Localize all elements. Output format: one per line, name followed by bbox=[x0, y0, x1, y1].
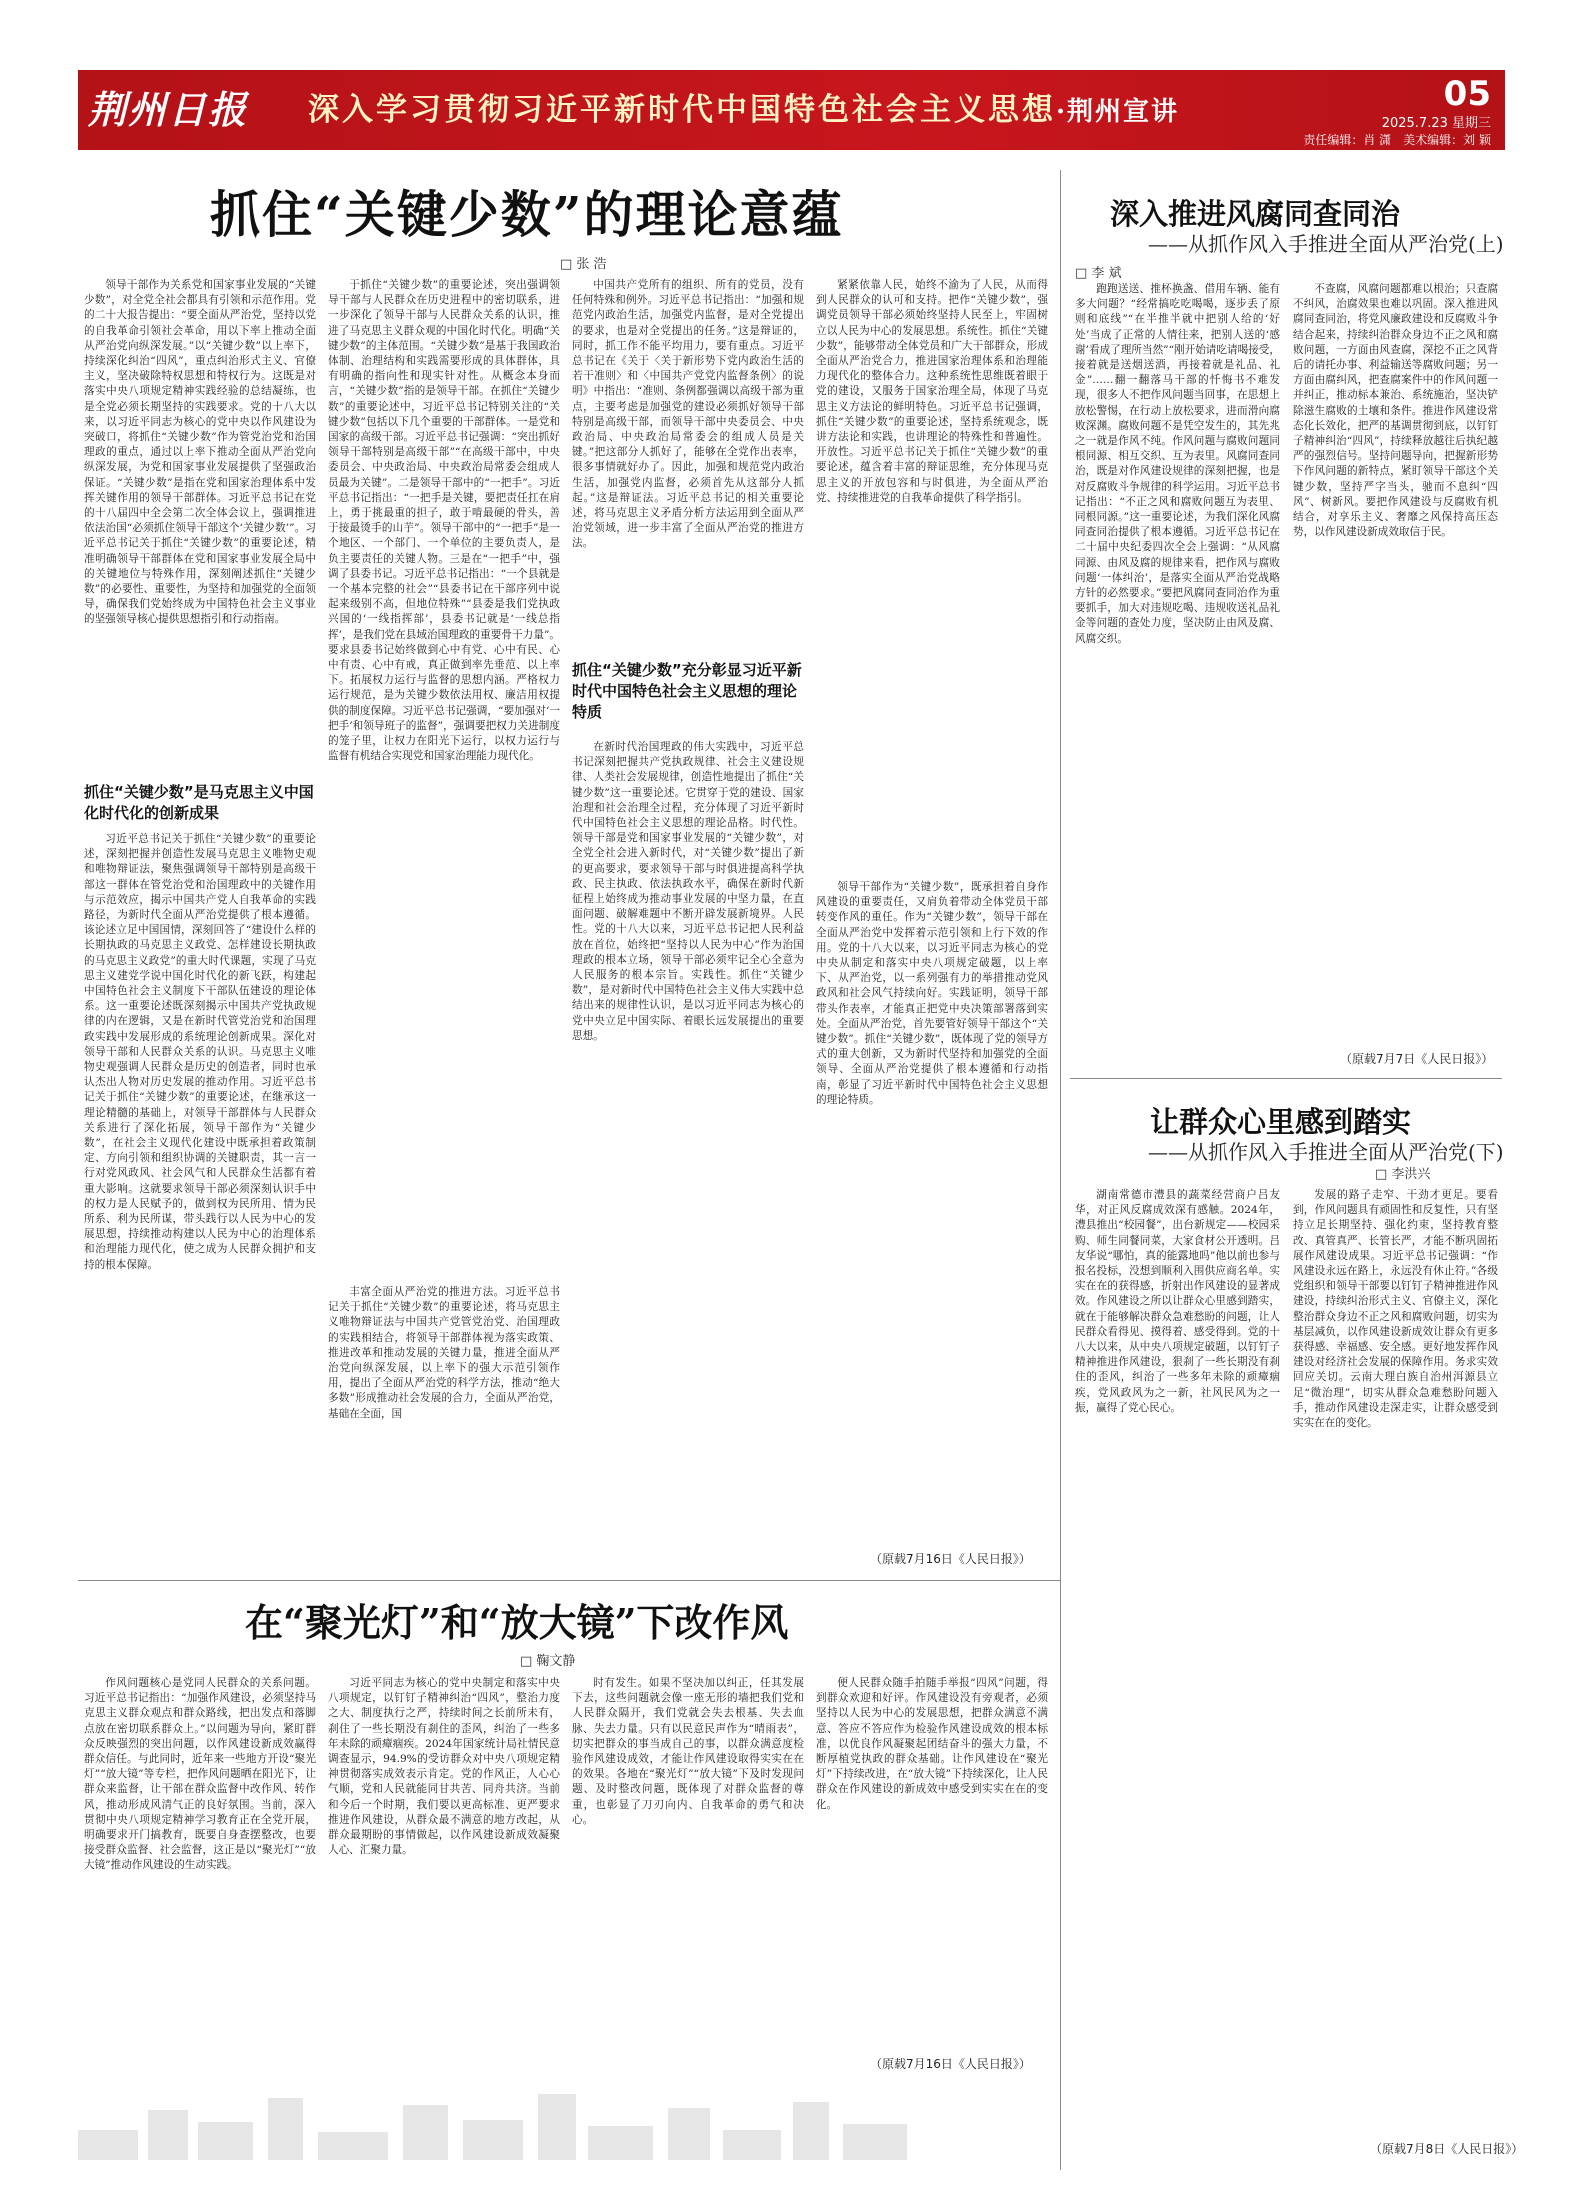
article1-col3-text: 中国共产党所有的组织、所有的党员，没有任何特殊和例外。习近平总书记指出：“加强和规范党内政治生活，加强党内监督，是对全党提出的要求，也是对全党提出的任务。”这是辩证的，同时，抓工作不能平均用力，要有重点。习近平总书记在《关于〈关于新形势下党内政治生活的若干准则〉和〈中国共产党党内监督条例〉的说明》中指出：“准则、条例都强调以高级干部为重点，主要考虑是加强党的建设必须抓好领导干部特别是高级干部，而领导干部中央委员会、中央政治局、中央政治局常委会的组成人员是关键。”把这部分人抓好了，能够在全党作出表率，很多事情就好办了。因此，加强和规范党内政治生活，加强党内监督，必须首先从这部分人抓起。”这是辩证法。习近平总书记的相关重要论述，将马克思主义矛盾分析方法运用到全面从严治党领域，进一步丰富了全面从严治党的推进方法。 bbox=[572, 279, 804, 550]
skyline-building bbox=[318, 2132, 388, 2160]
section-divider-vertical bbox=[1060, 170, 1061, 1580]
article2-column-1 bbox=[1075, 282, 1280, 1082]
newspaper-logo: 荆州日报 bbox=[88, 87, 249, 132]
article1-column-1b bbox=[84, 832, 316, 1572]
skyline-building bbox=[793, 2102, 829, 2160]
article1-column-3 bbox=[572, 278, 804, 658]
article3-byline: □ 李洪兴 bbox=[1375, 1167, 1431, 1182]
skyline-building bbox=[78, 2130, 138, 2160]
article3-col1-text: 湖南常德市澧县的蔬菜经营商户吕友华，对正风反腐成效深有感触。2024年，澧县推出“校园餐”，出台新规定——校园采购、师生同餐同菜，大家食材公开透明。吕友华说“哪怕，真的能露地吗”他以前也参与报名投标，没想到顺利入围供应商名单。实实在在的获得感，折射出作风建设的显著成效。作风建设之所以让群众心里感到踏实，就在于能够解决群众急难愁盼的问题，让人民群众看得见、摸得着、感受得到。党的十八大以来，从中央八项规定破题，以钉钉子精神推进作风建设，狠刹了一些长期没有刹住的歪风，纠治了一些多年未除的顽瘴痼疾，党风政风为之一新，社风民风为之一振，赢得了党心民心。 bbox=[1075, 1189, 1280, 1414]
article1-col1b-text: 习近平总书记关于抓住“关键少数”的重要论述，深刻把握并创造性发展马克思主义唯物史观和唯物辩证法，聚焦强调领导干部特别是高级干部这一群体在管党治党和治国理政中的关键作用与示范效应，揭示中国共产党人自我革命的实践路径，为新时代全面从严治党提供了根本遵循。该论述立足中国国情，深刻回答了“建设什么样的长期执政的马克思主义政党、怎样建设长期执政的马克思主义政党”的重大时代课题，实现了马克思主义建党学说中国化时代化的新飞跃，构建起中国特色社会主义制度下干部队伍建设的理论体系。这一重要论述既深刻揭示中国共产党执政规律的内在逻辑，又是在新时代管党治党和治国理政实践中发展形成的系统理论创新成果。深化对领导干部和人民群众关系的认识。马克思主义唯物史观强调人民群众是历史的创造者，同时也承认杰出人物对历史发展的推动作用。习近平总书记关于抓住“关键少数”的重要论述，在继承这一理论精髓的基础上，对领导干部群体与人民群众关系进行了深化拓展，领导干部作为“关键少数”，在社会主义现代化建设中既承担着政策制定、方向引领和组织协调的关键职责，其一言一行对党风政风、社会风气和人民群众生活都有着重大影响。这就要求领导干部必须深刻认识手中的权力是人民赋予的，做到权为民所用、情为民所系、利为民所谋，带头践行以人民为中心的发展思想，持续推动构建以人民为中心的治理体系和治理能力现代化，使之成为人民群众拥护和支持的根本保障。 bbox=[84, 833, 316, 1271]
article1-column-1 bbox=[84, 278, 316, 778]
article1-col2-text: 于抓住“关键少数”的重要论述，突出强调领导干部与人民群众在历史进程中的密切联系，进一步深化了领导干部与人民群众关系的认识，推进了马克思主义群众观的中国化时代化。明确“关键少数”的主体范围。“关键少数”是基于我国政治体制、治理结构和实践需要形成的具体群体，具有明确的指向性和现实针对性。从概念本身而言，“关键少数”指的是领导干部。在抓住“关键少数”的重要论述中，习近平总书记特别关注的“关键少数”包括以下几个重要的干部群体。一是党和国家的高级干部。习近平总书记强调：“突出抓好领导干部特别是高级干部”“在高级干部中，中央委员会、中央政治局、中央政治局常委会组成人员最为关键”。二是领导干部中的“一把手”。习近平总书记指出：“一把手是关键，要把责任扛在肩上，勇于挑最重的担子，敢于啃最硬的骨头，善于接最烫手的山芋”。领导干部中的“一把手”是一个地区、一个部门、一个单位的主要负责人，是负主要责任的关键人物。三是在“一把手”中，强调了县委书记。习近平总书记指出：“一个县就是一个基本完整的社会”“县委书记在干部序列中说起来级别不高，但地位特殊”“县委是我们党执政兴国的‘一线指挥部’，县委书记就是‘一线总指挥’，是我们党在县域治国理政的重要骨干力量”。要求县委书记始终做到心中有党、心中有民、心中有责、心中有戒，真正做到率先垂范、以上率下。拓展权力运行与监督的思想内涵。严格权力运行规范，是为关键少数依法用权、廉洁用权提供的制度保障。习近平总书记强调，“要加强对‘一把手’和领导班子的监督”，强调要把权力关进制度的笼子里，让权力在阳光下运行，以权力运行与监督有机结合实现党和国家治理能力现代化。 bbox=[328, 279, 560, 763]
skyline-building bbox=[463, 2120, 523, 2160]
city-skyline-decoration bbox=[78, 2090, 1128, 2160]
article2-col1-text: 跑跑送送、推杯换盏、借用车辆、能有多大问题？“经常搞吃吃喝喝，逐步丢了原则和底线”“在半推半就中把别人给的‘好处’当成了正常的人情往来，把别人送的‘感谢’看成了理所当然”“刚开始请吃请喝接受，接着就是送烟送酒，再接着就是礼品、礼金”……翻一翻落马干部的忏悔书不难发现，很多人不把作风问题当回事，在思想上放松警惕，在行动上放松要求，进而滑向腐败深渊。腐败问题不是凭空发生的，其先兆之一就是作风不纯。作风问题与腐败问题同根同源、相互交织、互为表里。风腐同查同治，既是对作风建设规律的深刻把握，也是对反腐败斗争规律的科学运用。习近平总书记指出：“不正之风和腐败问题互为表里、同根同源。”这一重要论述，为我们深化风腐同查同治提供了根本遵循。习近平总书记在二十届中央纪委四次全会上强调：“从风腐同源、由风及腐的规律来看，把作风与腐败问题‘一体纠治’，是落实全面从严治党战略方针的必然要求。”要把风腐同查同治作为重要抓手，加大对违规吃喝、违规收送礼品礼金等问题的查处力度，坚决防止由风及腐、风腐交织。 bbox=[1075, 283, 1280, 645]
article3-col2-text: 发展的路子走窄、干劲才更足。要看到，作风问题具有顽固性和反复性，只有坚持立足长期坚持、强化约束，坚持教育整改、真管真严、长管长严，才能不断巩固拓展作风建设成果。习近平总书记强调：“作风建设永远在路上，永远没有休止符。”各级党组织和领导干部要以钉钉子精神推进作风建设，持续纠治形式主义、官僚主义，深化整治群众身边不正之风和腐败问题，切实为基层减负，以作风建设新成效让群众有更多获得感、幸福感、安全感。更好地发挥作风建设对经济社会发展的保障作用。务求实效回应关切。云南大理白族自治州洱源县立足“微治理”，切实从群众急难愁盼问题入手，推动作风建设走深走实，让群众感受到实实在在的变化。 bbox=[1293, 1189, 1498, 1430]
article1-title: 抓住“关键少数”的理论意蕴 bbox=[210, 185, 844, 244]
article4-col3-text: 时有发生。如果不坚决加以纠正，任其发展下去，这些问题就会像一座无形的墙把我们党和人民群众隔开，我们党就会失去根基、失去血脉、失去力量。只有以民意民声作为“晴雨表”，切实把群众的事当成自己的事，以群众满意度检验作风建设成效，才能让作风建设取得实实在在的效果。各地在“聚光灯”“放大镜”下及时发现问题、及时整改问题，既体现了对群众监督的尊重，也彰显了刀刃向内、自我革命的勇气和决心。 bbox=[572, 1677, 804, 1826]
article2-column-2 bbox=[1293, 282, 1498, 1042]
article3-source: （原载7月8日《人民日报》） bbox=[1370, 2142, 1524, 2156]
article4-divider-right bbox=[1060, 1580, 1061, 2170]
article3-subtitle: ——从抓作风入手推进全面从严治党(下) bbox=[1148, 1140, 1504, 1164]
skyline-building bbox=[198, 2122, 253, 2160]
article3-column-1 bbox=[1075, 1188, 1280, 2148]
skyline-building bbox=[268, 2098, 303, 2160]
skyline-building bbox=[538, 2094, 576, 2160]
article4-column-4 bbox=[816, 1676, 1048, 2046]
article1-column-2b bbox=[328, 1285, 560, 1572]
article2-source: （原载7月7日《人民日报》） bbox=[1340, 1052, 1494, 1066]
article3-column-2 bbox=[1293, 1188, 1498, 2133]
article3-title: 让群众心里感到踏实 bbox=[1150, 1105, 1412, 1139]
page-number: 05 bbox=[1443, 74, 1491, 114]
banner-title bbox=[308, 88, 1179, 134]
masthead-banner bbox=[78, 70, 1505, 150]
article4-column-1 bbox=[84, 1676, 316, 2081]
article1-column-2 bbox=[328, 278, 560, 1278]
article1-column-3b bbox=[572, 740, 804, 1572]
skyline-building bbox=[403, 2105, 448, 2160]
editor-credits: 责任编辑：肖 潇 美术编辑：刘 颖 bbox=[1303, 133, 1491, 147]
issue-date: 2025.7.23 星期三 bbox=[1381, 116, 1491, 131]
banner-title-main: 深入学习贯彻习近平新时代中国特色社会主义思想 bbox=[308, 92, 1056, 128]
skyline-building bbox=[668, 2108, 710, 2160]
article4-col4-text: 便人民群众随手拍随手举报“四风”问题，得到群众欢迎和好评。作风建设没有旁观者，必须坚持以人民为中心的发展思想，把群众满意不满意、答应不答应作为检验作风建设成效的根本标准，以优良作风凝聚起团结奋斗的强大力量，不断厚植党执政的群众基础。让作风建设在“聚光灯”下持续改进，在“放大镜”下持续深化，让人民群众在作风建设的新成效中感受到实实在在的变化。 bbox=[816, 1677, 1048, 1811]
article1-col1-text: 领导干部作为关系党和国家事业发展的“关键少数”，对全党全社会都具有引领和示范作用。党的二十大报告提出：“要全面从严治党，坚持以党的自我革命引领社会革命，用以下率上推动全面从严治党向纵深发展。”以“关键少数”以上率下，持续深化纠治“四风”，重点纠治形式主义、官僚主义，坚决破除特权思想和特权行为。这既是对落实中央八项规定精神实践经验的总结凝练，也是全党必须长期坚持的实践要求。党的十八大以来，以习近平同志为核心的党中央以作风建设为突破口，将抓住“关键少数”作为管党治党和治国理政的重点，通过以上率下推动全面从严治党向纵深发展，为党和国家事业发展提供了坚强政治保证。“关键少数”是指在党和国家治理体系中发挥关键作用的领导干部群体。习近平总书记在党的十八届四中全会第二次全体会议上，强调推进依法治国“必须抓住领导干部这个‘关键少数’”。习近平总书记关于抓住“关键少数”的重要论述，精准明确领导干部群体在党和国家事业发展全局中的关键地位与特殊作用，深刻阐述抓住“关键少数”的必要性、重要性，为坚持和加强党的全面领导，确保我们党始终成为中国特色社会主义事业的坚强领导核心提供思想指引和行动指南。 bbox=[84, 279, 316, 626]
article1-byline: □ 张 浩 bbox=[560, 257, 607, 272]
article1-col4b-text: 领导干部作为“关键少数”，既承担着自身作风建设的重要责任，又肩负着带动全体党员干部转变作风的重任。作为“关键少数”，领导干部在全面从严治党中发挥着示范引领和上行下效的作用。党的十八大以来，以习近平同志为核心的党中央从制定和落实中央八项规定破题，以上率下、从严治党，以一系列强有力的举措推动党风政风和社会风气持续向好。实践证明，领导干部带头作表率，才能真正把党中央决策部署落到实处。全面从严治党，首先要管好领导干部这个“关键少数”。抓住“关键少数”，既体现了党的领导方式的重大创新，又为新时代坚持和加强党的全面领导、全面从严治党提供了根本遵循和行动指南，彰显了习近平新时代中国特色社会主义思想的理论特质。 bbox=[816, 881, 1048, 1106]
article4-column-2 bbox=[328, 1676, 560, 2081]
article2-subtitle: ——从抓作风入手推进全面从严治党(上) bbox=[1148, 232, 1504, 256]
article4-column-3 bbox=[572, 1676, 804, 2081]
article4-divider-top bbox=[78, 1580, 1060, 1581]
article4-byline: □ 鞠文静 bbox=[520, 1654, 576, 1669]
banner-title-sub: ·荆州宣讲 bbox=[1056, 97, 1180, 127]
skyline-building bbox=[148, 2110, 188, 2160]
skyline-building bbox=[723, 2130, 781, 2160]
article2-divider bbox=[1070, 1078, 1502, 1079]
article2-col2-text: 不查腐，风腐问题都难以根治；只查腐不纠风，治腐效果也难以巩固。深入推进风腐同查同治，将党风廉政建设和反腐败斗争结合起来，持续纠治群众身边不正之风和腐败问题，一方面由风查腐，深挖不正之风背后的请托办事、利益输送等腐败问题；另一方面由腐纠风，把查腐案件中的作风问题一并纠正，推动标本兼治、系统施治，坚决铲除滋生腐败的土壤和条件。推进作风建设常态化长效化，把严的基调贯彻到底，以钉钉子精神纠治“四风”，持续释放越往后执纪越严的强烈信号。坚持问题导向，把握新形势下作风问题的新特点，紧盯领导干部这个关键少数，坚持严字当头，驰而不息纠“四风”、树新风。要把作风建设与反腐败有机结合，对享乐主义、奢靡之风保持高压态势，以作风建设新成效取信于民。 bbox=[1293, 283, 1498, 539]
skyline-building bbox=[843, 2124, 907, 2160]
article4-title: 在“聚光灯”和“放大镜”下改作风 bbox=[245, 1600, 789, 1645]
article1-column-4b bbox=[816, 880, 1048, 1540]
skyline-building bbox=[588, 2126, 653, 2160]
article4-col1-text: 作风问题核心是党同人民群众的关系问题。习近平总书记指出：“加强作风建设，必须坚持马克思主义群众观点和群众路线，把出发点和落脚点放在密切联系群众上。”以问题为导向，紧盯群众反映强烈的突出问题，以作风建设新成效赢得群众信任。与此同时，近年来一些地方开设“聚光灯”“放大镜”等专栏，把作风问题晒在阳光下，让群众来监督，让干部在群众监督中改作风、转作风，推动形成风清气正的良好氛围。当前，深入贯彻中央八项规定精神学习教育正在全党开展，明确要求开门搞教育，既要自身查摆整改，也要接受群众监督、社会监督，这正是以“聚光灯”“放大镜”推动作风建设的生动实践。 bbox=[84, 1677, 316, 1872]
article2-title: 深入推进风腐同查同治 bbox=[1110, 197, 1401, 231]
article1-subhead-2: 抓住“关键少数”充分彰显习近平新时代中国特色社会主义思想的理论特质 bbox=[572, 661, 802, 721]
article1-subhead-1: 抓住“关键少数”是马克思主义中国化时代化的创新成果 bbox=[84, 783, 314, 822]
article1-col2b-text: 丰富全面从严治党的推进方法。习近平总书记关于抓住“关键少数”的重要论述，将马克思主义唯物辩证法与中国共产党管党治党、治国理政的实践相结合，将领导干部群体视为落实政策、推进改革和推动发展的关键力量，推进全面从严治党向纵深发展，以上率下的强大示范引领作用，提出了全面从严治党的科学方法，推动“绝大多数”形成推动社会发展的合力，全面从严治党，基础在全面，国 bbox=[328, 1286, 560, 1420]
article1-column-4 bbox=[816, 278, 1048, 878]
article1-source: （原载7月16日《人民日报》） bbox=[870, 1552, 1031, 1566]
article2-byline: □ 李 斌 bbox=[1075, 266, 1122, 281]
article1-col4-text: 紧紧依靠人民，始终不渝为了人民，从而得到人民群众的认可和支持。把作“关键少数”，强调党员领导干部必须始终坚持人民至上，牢固树立以人民为中心的发展思想。系统性。抓住“关键少数”，能够带动全体党员和广大干部群众，形成全面从严治党合力，推进国家治理体系和治理能力现代化的整体合力。这种系统性思维既着眼于党的建设，又服务于国家治理全局，体现了马克思主义方法论的鲜明特色。习近平总书记强调，抓住“关键少数”的重要论述，坚持系统观念，既讲方法论和实践，也讲理论的特殊性和普遍性。开放性。习近平总书记关于抓住“关键少数”的重要论述，蕴含着丰富的辩证思维，充分体现马克思主义的开放包容和与时俱进，为全面从严治党、持续推进党的自我革命提供了科学指引。 bbox=[816, 279, 1048, 504]
article4-source: （原载7月16日《人民日报》） bbox=[870, 2057, 1031, 2071]
article1-col3b-text: 在新时代治国理政的伟大实践中，习近平总书记深刻把握共产党执政规律、社会主义建设规律、人类社会发展规律，创造性地提出了抓住“关键少数”这一重要论述。它贯穿于党的建设、国家治理和社会治理全过程，充分体现了习近平新时代中国特色社会主义思想的理论品格。时代性。领导干部是党和国家事业发展的“关键少数”，对全党全社会进入新时代，对“关键少数”提出了新的更高要求，要求领导干部与时俱进提高科学执政、民主执政、依法执政水平，确保在新时代新征程上始终成为推动事业发展的中坚力量，在直面问题、破解难题中不断开辟发展新境界。人民性。党的十八大以来，习近平总书记把人民利益放在首位，始终把“坚持以人民为中心”作为治国理政的根本立场，领导干部必须牢记全心全意为人民服务的根本宗旨。实践性。抓住“关键少数”，是对新时代中国特色社会主义伟大实践中总结出来的规律性认识，是以习近平同志为核心的党中央立足中国实际、着眼长远发展提出的重要思想。 bbox=[572, 741, 804, 1042]
article4-col2-text: 习近平同志为核心的党中央制定和落实中央八项规定，以钉钉子精神纠治“四风”，整治力度之大、制度执行之严，持续时间之长前所未有，刹住了一些长期没有刹住的歪风，纠治了一些多年未除的顽瘴痼疾。2024年国家统计局社情民意调查显示，94.9%的受访群众对中央八项规定精神贯彻落实成效表示肯定。党的作风正，人心心气顺，党和人民就能同甘共苦、同舟共济。当前和今后一个时期，我们要以更高标准、更严要求推进作风建设，从群众最不满意的地方改起，从群众最期盼的事情做起，以作风建设新成效凝聚人心、汇聚力量。 bbox=[328, 1677, 560, 1857]
